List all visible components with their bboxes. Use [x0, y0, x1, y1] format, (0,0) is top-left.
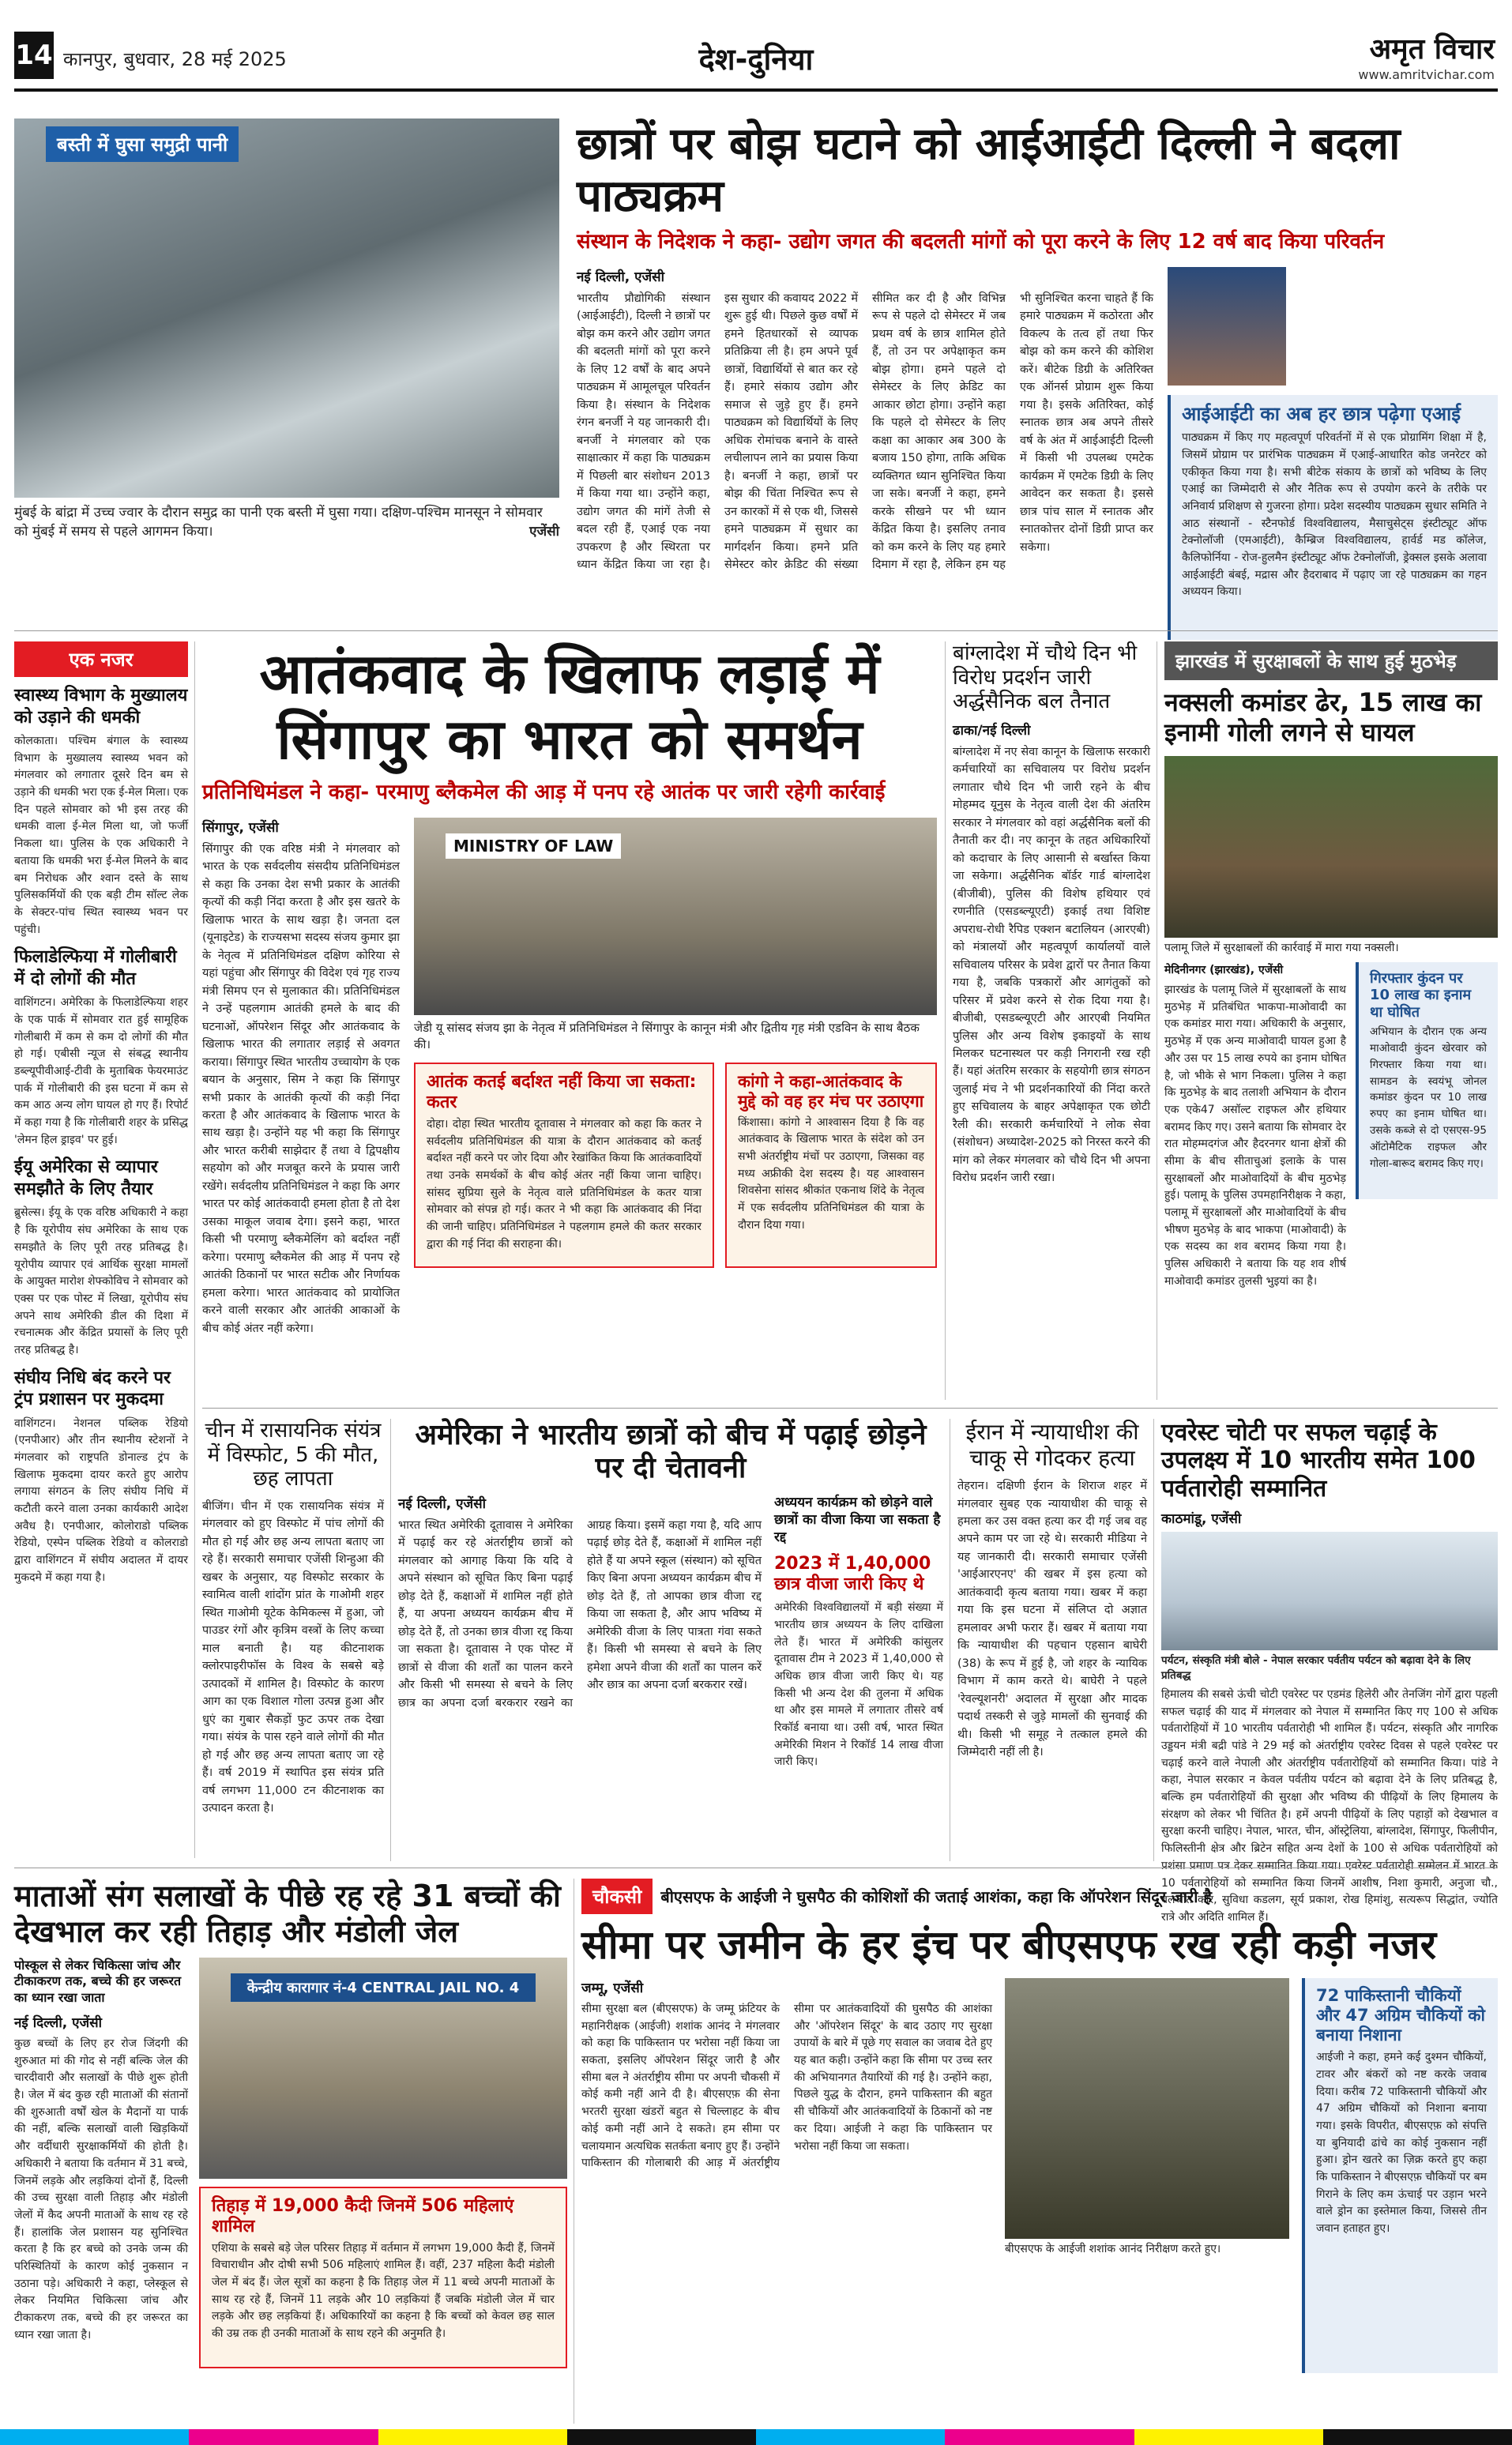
- everest-photo-caption: पर्यटन, संस्कृति मंत्री बोले - नेपाल सरकार पर्वतीय पर्यटन को बढ़ावा देने के लिए प्रतिबद्ध: [1161, 1654, 1471, 1683]
- ek-nazar-item-title: संघीय निधि बंद करने पर ट्रंप प्रशासन पर मुकदमा: [14, 1367, 171, 1410]
- singapore-story: [202, 641, 937, 1416]
- brand-url[interactable]: www.amritvichar.com: [1358, 67, 1495, 82]
- ek-nazar-item-body: कोलकाता। पश्चिम बंगाल के स्वास्थ्य विभाग के मुख्यालय स्वास्थ्य भवन को मंगलवार को लगातार दूसरे दिन बम से उड़ाने की धमकी भरा एक ई-मेल मिला। एक दिन पहले सोमवार को भी इस तरह की धमकी वाला ई-मेल मिला था, जो फर्जी निकला था। पुलिस के एक अधिकारी ने बताया कि धमकी भरा ई-मेल मिलने के बाद बम निरोधक और श्वान दस्ते के साथ पुलिसकर्मियों की एक बड़ी टीम सॉल्ट लेक के सेक्टर-पांच स्थित स्वास्थ्य भवन पर पहुंची।: [14, 735, 188, 936]
- tihar-story: [14, 1879, 567, 2424]
- sea-water-photo-block: [14, 118, 559, 561]
- congo-box: [725, 1063, 937, 1268]
- central-jail-sign: केन्द्रीय कारागार नं-4 CENTRAL JAIL NO. 4: [231, 1973, 536, 2002]
- iit-story: [577, 118, 1498, 624]
- qatar-box: [414, 1063, 714, 1268]
- singapore-delegation-photo: [414, 818, 937, 1015]
- congo-box-body: किंशासा। कांगो ने आश्वासन दिया है कि वह आतंकवाद के खिलाफ भारत के संदेश को उन सभी अंतर्राष्ट्रीय मंचों पर उठाएगा, जिसका वह मध्य अफ्रीकी देश सदस्य है। यह आश्वासन शिवसेना सांसद श्रीकांत एकनाथ शिंदे के नेतृत्व में एक सर्वदलीय प्रतिनिधिमंडल की यात्रा के दौरान दिया गया।: [738, 1115, 924, 1232]
- tihar-box-title: तिहाड़ में 19,000 कैदी जिनमें 506 महिलाएं शामिल: [212, 2195, 514, 2236]
- brand: [1358, 28, 1495, 82]
- photo-caption: मुंबई के बांद्रा में उच्च ज्वार के दौरान समुद्र का पानी एक बस्ती में घुसा गया। दक्षिण-पश्चिम मानसून ने सोमवार को मुंबई में समय से पहले आगमन किया। एजेंसी: [14, 504, 559, 542]
- iit-sidebar-title: आईआईटी का अब हर छात्र पढ़ेगा एआई: [1182, 402, 1461, 425]
- bangladesh-byline: ढाका/नई दिल्ली: [953, 723, 1031, 739]
- ministry-of-law-sign: MINISTRY OF LAW: [446, 833, 621, 859]
- singapore-headline: आतंकवाद के खिलाफ लड़ाई में सिंगापुर का भारत को समर्थन: [259, 641, 880, 772]
- qatar-box-body: दोहा। दोहा स्थित भारतीय दूतावास ने मंगलवार को कहा कि कतर ने सर्वदलीय प्रतिनिधिमंडल की यात्रा के दौरान आतंकवाद को कतई बर्दाश्त नहीं करने पर जोर दिया और रेखांकित किया कि आतंकवादियों तथा उनके समर्थकों के बीच कोई अंतर नहीं किया जाना चाहिए। सांसद सुप्रिया सुले के नेतृत्व वाले प्रतिनिधिमंडल के कतर यात्रा सोमवार को संपन्न हो गई। कतर ने भी कहा कि आतंकवाद की निंदा की जानी चाहिए। प्रतिनिधिमंडल ने पहलगाम हमले की कतर सरकार द्वारा की गई निंदा की सराहना की।: [427, 1117, 701, 1251]
- everest-story: [1161, 1419, 1498, 1924]
- ek-nazar-item-title: स्वास्थ्य विभाग के मुख्यालय को उड़ाने की धमकी: [14, 686, 188, 728]
- everest-body: हिमालय की सबसे ऊंची चोटी एवरेस्ट पर एडमंड हिलेरी और तेनजिंग नोर्गे द्वारा पहली सफल चढ़ाई की याद में मंगलवार को नेपाल में सम्मानित किए गए 100 से अधिक पर्वतारोहियों में 10 भारतीय पर्वतारोही भी शामिल हैं। पर्यटन, संस्कृति और नागरिक उड्डयन मंत्री बद्री पांडे ने 29 मई को अंतर्राष्ट्रीय एवरेस्ट दिवस से पहले एवरेस्ट पर चढ़ाई करने वाले नेपाली और अंतर्राष्ट्रीय पर्वतारोहियों को सम्मानित किया। पांडे ने कहा, नेपाल सरकार न केवल पर्वतीय पर्यटन को बढ़ावा देने के लिए प्रतिबद्ध है, बल्कि हम पर्वतारोहियों की सुरक्षा और भविष्य की पीढ़ियों के लिए हिमालय के संरक्षण को लेकर भी चिंतित है। हमें अपनी पीढ़ियों के लिए पहाड़ों को देखभाल व सुरक्षा करनी चाहिए। नेपाल, भारत, चीन, ऑस्ट्रेलिया, बांग्लादेश, सिंगापुर, फिलीपीन, फिलिस्तीनी क्षेत्र और ब्रिटेन सहित अन्य देशों के 100 से अधिक पर्वतारोहियों को प्रशंसा प्रमाण पत्र देकर सम्मानित किया गया। एवरेस्ट पर्वतारोही सम्मेलन में भारत के 10 पर्वतारोहियों को सम्मानित किया जिनमें आशीष, निशा कुमारी, अनुजा चौ., बलजीत कौर, सुविधा कडलग, सूर्य प्रकाश, रोख हिमांशु, सत्यरूप सिद्धांत, ज्योति रात्रे और अदिति शामिल हैं।: [1161, 1687, 1498, 1924]
- singapore-dek: प्रतिनिधिमंडल ने कहा- परमाणु ब्लैकमेल की आड़ में पनप रहे आतंक पर जारी रहेगी कार्रवाई: [202, 781, 886, 805]
- usa-byline: नई दिल्ली, एजेंसी: [398, 1495, 487, 1512]
- ek-nazar-item-body: वाशिंगटन। अमेरिका के फिलाडेल्फिया शहर के एक पार्क में सोमवार रात हुई सामूहिक गोलीबारी में कम से कम दो लोगों की मौत हो गई। एबीसी न्यूज से संबद्ध स्थानीय डब्ल्यूपीवीआई-टीवी के मुताबिक फेयरमाउंट पार्क में गोलीबारी की इस घटना में कम से कम आठ अन्य लोग घायल हो गए हैं। रिपोर्ट में कहा गया है कि गोलीबारी शहर के प्रसिद्ध 'लेमन हिल ड्राइव' पर हुई।: [14, 996, 188, 1146]
- usa-story: [398, 1419, 943, 1861]
- jharkhand-byline: मेदिनीनगर (झारखंड), एजेंसी: [1164, 964, 1284, 977]
- bsf-kicker: चौकसी: [581, 1879, 653, 1914]
- pak-posts-box-body: आईजी ने कहा, हमने कई दुश्मन चौकियों, टावर और बंकरों को नष्ट करके जवाब दिया। करीब 72 पाकिस्तानी चौकियों और 47 अग्रिम चौकियों को निशाना बनाया गया। इसके विपरीत, बीएसएफ़ को संपत्ति या बुनियादी ढांचे का कोई नुकसान नहीं हुआ। ड्रोन खतरे का ज़िक्र करते हुए कहा कि पाकिस्तान ने बीएसएफ़ चौकियों पर बम गिराने के लिए कम ऊंचाई पर उड़ान भरने वाले ड्रोन का इस्तेमाल किया, जिससे तीन जवान हताहत हुए।: [1316, 2051, 1487, 2236]
- page-number: 14: [14, 32, 54, 79]
- tihar-headline: माताओं संग सलाखों के पीछे रह रहे 31 बच्चों की देखभाल कर रही तिहाड़ और मंडोली जेल: [14, 1879, 561, 1949]
- ek-nazar-item-body: ब्रुसेल्स। ईयू के एक वरिष्ठ अधिकारी ने कहा है कि यूरोपीय संघ अमेरिका के साथ एक समझौते के लिए पूरी तरह प्रतिबद्ध है। यूरोपीय व्यापार एवं आर्थिक सुरक्षा मामलों के आयुक्त मारोश शेफ्कोविच ने सोमवार को एक्स पर एक पोस्ट में लिखा, यूरोपीय संघ अपने साथ अमेरिकी डील की दिशा में रचनात्मक और केंद्रित प्रयासों के लिए पूरी तरह प्रतिबद्ध है।: [14, 1206, 188, 1356]
- ek-nazar-kicker: एक नजर: [14, 641, 188, 677]
- bsf-byline: जम्मू, एजेंसी: [581, 1980, 644, 1996]
- bangladesh-headline: बांग्लादेश में चौथे दिन भी विरोध प्रदर्शन जारी अर्द्धसैनिक बल तैनात: [953, 641, 1138, 714]
- usa-body: भारत स्थित अमेरिकी दूतावास ने अमेरिका में पढ़ाई कर रहे अंतर्राष्ट्रीय छात्रों को मंगलवार को आगाह किया कि यदि वे अपने संस्थान को सूचित किए बिना पढ़ाई छोड़ देते हैं, कक्षाओं में शामिल नहीं होते हैं, या अपना अध्ययन कार्यक्रम बीच में छोड़ देते हैं, तो उनका छात्र वीजा रद्द किया जा सकता है। दूतावास ने एक पोस्ट में छात्रों से वीजा की शर्तों का पालन करने और किसी भी समस्या से बचने के लिए छात्र का अपना दर्जा बरकरार रखने का आग्रह किया। इसमें कहा गया है, यदि आप पढ़ाई छोड़ देते हैं, कक्षाओं में शामिल नहीं होते हैं या अपने स्कूल (संस्थान) को सूचित किए बिना अपना अध्ययन कार्यक्रम बीच में छोड़ देते हैं, तो आपका छात्र वीजा रद्द किया जा सकता है, और आप भविष्य में अमेरिकी वीजा के लिए पात्रता गंवा सकते हैं। किसी भी समस्या से बचने के लिए हमेशा अपने वीजा की शर्तों का पालन करें और छात्र का अपना दर्जा बरकरार रखें।: [398, 1518, 762, 1710]
- everest-headline: एवरेस्ट चोटी पर सफल चढ़ाई के उपलक्ष्य में 10 भारतीय समेत 100 पर्वतारोही सम्मानित: [1161, 1419, 1476, 1503]
- print-registration-strip: [0, 2429, 1512, 2445]
- bsf-kicker-text: बीएसएफ के आईजी ने घुसपैठ की कोशिशों की जताई आशंका, कहा कि ऑपरेशन सिंदूर जारी है: [660, 1887, 1212, 1906]
- tihar-body: कुछ बच्चों के लिए हर रोज जिंदगी की शुरुआत मां की गोद से नहीं बल्कि जेल की चारदीवारी और सलाखों के पीछे शुरू होती है। जेल में बंद कुछ रही माताओं की संतानों की शुरुआती वर्षों खेल के मैदानों या पार्क की नहीं, बल्कि सलाखों वाली खिड़कियों और वर्दीधारी सुरक्षाकर्मियों की होती है। अधिकारी ने बताया कि वर्तमान में 31 बच्चे, जिनमें लड़के और लड़कियां दोनों हैं, दिल्ली की उच्च सुरक्षा वाली तिहाड़ और मंडोली जेलों में कैद अपनी माताओं के साथ रह रहे हैं। हालांकि जेल प्रशासन यह सुनिश्चित करता है कि हर बच्चे को उनके जन्म की परिस्थितियों के कारण कोई नुकसान न उठाना पड़े। अधिकारी ने कहा, प्लेस्कूल से लेकर नियमित चिकित्सा जांच और टीकाकरण तक, बच्चे की हर जरूरत का ध्यान रखा जाता है।: [14, 2037, 188, 2342]
- qatar-box-title: आतंक कतई बर्दाश्त नहीं किया जा सकता: कतर: [427, 1071, 697, 1112]
- jharkhand-headline: नक्सली कमांडर ढेर, 15 लाख का इनामी गोली लगने से घायल: [1164, 687, 1482, 747]
- kundan-box: [1356, 962, 1498, 1199]
- singapore-byline: सिंगापुर, एजेंसी: [202, 819, 279, 836]
- tihar-byline: नई दिल्ली, एजेंसी: [14, 2015, 103, 2032]
- iit-sidebar-body: पाठ्यक्रम में किए गए महत्वपूर्ण परिवर्तनों में से एक प्रोग्रामिंग शिक्षा में है, जिसमें प्रोग्राम पर प्रारंभिक पाठ्यक्रम में एआई-आधारित कोड जनरेटर को एकीकृत किया गया है। सभी बीटेक संकाय के छात्रों को भविष्य के लिए एआई का जिम्मेदारी से और नैतिक रूप से उपयोग करने के तरीके पर अनिवार्य प्रशिक्षण से गुजरना होगा। प्रदेश सदस्यीय पाठ्यक्रम सुधार समिति ने आठ संस्थानों - स्टैनफोर्ड विश्वविद्यालय, मैसाचुसेट्स इंस्टीट्यूट ऑफ टेक्नोलॉजी (एमआईटी), कैम्ब्रिज विश्वविद्यालय, हार्वर्ड मड कॉलेज, कैलिफोर्निया - रोज-हुलमैन इंस्टीट्यूट ऑफ टेक्नोलॉजी, ड्रेक्सल इसके अलावा आईआईटी बंबई, मद्रास और हैदराबाद में पढ़ाए जा रहे पाठ्यक्रम का गहन अध्ययन किया।: [1182, 431, 1487, 599]
- everest-byline: काठमांडू, एजेंसी: [1161, 1511, 1242, 1528]
- bsf-story: [581, 1879, 1498, 2424]
- tihar-side-note: पोस्कूल से लेकर चिकित्सा जांच और टीकाकरण तक, बच्चे की हर जरूरत का ध्यान रखा जाता: [14, 1957, 182, 2006]
- bsf-photo-caption: बीएसएफ के आईजी शशांक आनंद निरीक्षण करते हुए।: [1005, 2243, 1221, 2255]
- china-body: बीजिंग। चीन में एक रासायनिक संयंत्र में मंगलवार को हुए विस्फोट में पांच लोगों की मौत हो गई और छह अन्य लापता बताए जा रहे हैं। सरकारी समाचार एजेंसी शिन्हुआ की खबर के अनुसार, यह विस्फोट सरकार के स्वामित्व वाली शांदोंग प्रांत के गाओमी शहर स्थित गाओमी यूटेक केमिकल्स में हुआ, जो पाउडर रंगों और कृत्रिम वस्त्रों के लिए कच्चा माल बनाती है। यह कीटनाशक क्लोरपाइरीफॉस के विश्व के सबसे बड़े उत्पादकों में शामिल है। विस्फोट के कारण आग का एक विशाल गोला उत्पन्न हुआ और धुएं का गुबार सैकड़ों फुट ऊपर तक देखा गया। संयंत्र के पास रहने वाले लोगों की मौत हो गई और छह अन्य लापता बताए जा रहे हैं। वर्ष 2019 में स्थापित इस संयंत्र प्रति वर्ष लगभग 11,000 टन कीटनाशक का उत्पादन करता है।: [202, 1500, 384, 1815]
- ek-nazar-item-title: फिलाडेल्फिया में गोलीबारी में दो लोगों की मौत: [14, 947, 177, 989]
- jharkhand-photo: [1164, 756, 1498, 938]
- jharkhand-photo-caption: पलामू जिले में सुरक्षाबलों की कार्रवाई में मारा गया नक्सली।: [1164, 941, 1399, 954]
- bangladesh-story: [953, 641, 1150, 1400]
- ek-nazar-item-body: वाशिंगटन। नेशनल पब्लिक रेडियो (एनपीआर) और तीन स्थानीय स्टेशनों ने मंगलवार को राष्ट्रपति डोनाल्ड ट्रंप के खिलाफ मुकदमा दायर करते हुए आरोप लगाया संगठन के लिए संघीय निधि में कटौती करने वाला उनका कार्यकारी आदेश अवैध है। एनपीआर, कोलोराडो पब्लिक रेडियो, एस्पेन पब्लिक रेडियो व कोलराडो द्वारा वाशिंगटन में संघीय अदालत में दायर मुकदमे में कहा गया है।: [14, 1416, 188, 1584]
- singapore-photo-caption: जेडी यू सांसद संजय झा के नेतृत्व में प्रतिनिधिमंडल ने सिंगापुर के कानून मंत्री और द्वितीय गृह मंत्री एडविन के साथ बैठक की।: [414, 1020, 920, 1051]
- iran-story: [957, 1419, 1147, 1861]
- china-headline: चीन में रासायनिक संयंत्र में विस्फोट, 5 की मौत, छह लापता: [205, 1419, 382, 1491]
- tihar-jail-photo: [199, 1958, 567, 2179]
- iit-body: भारतीय प्रौद्योगिकी संस्थान (आईआईटी), दिल्ली ने छात्रों पर बोझ कम करने और उद्योग जगत की बदलती मांगों को पूरा करने के लिए 12 वर्षों के बाद अपने पाठ्यक्रम में आमूलचूल परिवर्तन किया है। संस्थान के निदेशक रंगन बनर्जी ने यह जानकारी दी। बनर्जी ने मंगलवार को एक साक्षात्कार में कहा कि पाठ्यक्रम में पिछली बार संशोधन 2013 में किया गया था। उन्होंने कहा, उद्योग जगत की मांगें तेजी से बदल रही हैं, एआई एक नया उपकरण है और स्थिरता पर ध्यान केंद्रित किया जा रहा है। इस सुधार की कवायद 2022 में शुरू हुई थी। पिछले कुछ वर्षों में हमने हितधारकों से व्यापक प्रतिक्रिया ली है। हम अपने पूर्व छात्रों, विद्यार्थियों से बात कर रहे हैं। हमारे संकाय उद्योग और समाज से जुड़े हुए हैं। हमने पाठ्यक्रम को विद्यार्थियों के लिए अधिक रोमांचक बनाने के वास्ते लचीलापन लाने का प्रयास किया है। बनर्जी ने कहा, छात्रों पर बोझ की चिंता निश्चित रूप से उन कारकों में से एक थी, जिससे हमने पाठ्यक्रम में सुधार का मार्गदर्शन किया। हमने प्रति सेमेस्टर कोर क्रेडिट की संख्या सीमित कर दी है और विभिन्न रूप से पहले दो सेमेस्टर में जब प्रथम वर्ष के छात्र शामिल होते हैं, तो उन पर अपेक्षाकृत कम बोझ होगा। हमने पहले दो सेमेस्टर के लिए क्रेडिट का आकार छोटा होगा। उन्होंने कहा कि पहले दो सेमेस्टर के लिए कक्षा का आकार अब 300 के बजाय 150 होगा, ताकि अधिक व्यक्तिगत ध्यान सुनिश्चित किया जा सके। बनर्जी ने कहा, हमने करके सीखने पर भी ध्यान केंद्रित किया है। इसलिए तनाव को कम करने के लिए यह हमारे दिमाग में रहा है, लेकिन हम यह भी सुनिश्चित करना चाहते हैं कि हमारे पाठ्यक्रम में कठोरता और विकल्प के तत्व हों तथा फिर बोझ को कम करने की कोशिश करें। बीटेक डिग्री के अतिरिक्त एक ऑनर्स प्रोग्राम शुरू किया गया है। इसके अतिरिक्त, कोई स्नातक छात्र अब अपने तीसरे वर्ष के अंत में आईआईटी दिल्ली में किसी भी उपलब्ध एमटेक कार्यक्रम में एमटेक डिग्री के लिए आवेदन कर सकता है। इससे छात्र पांच साल में स्नातक और स्नातकोत्तर दोनों डिग्री प्राप्त कर सकेगा।: [577, 292, 1153, 571]
- tihar-box-body: एशिया के सबसे बड़े जेल परिसर तिहाड़ में वर्तमान में लगभग 19,000 कैदी हैं, जिनमें विचाराधीन और दोषी सभी 506 महिलाएं शामिल हैं। वहीं, 237 महिला कैदी मंडोली जेल में बंद हैं। जेल सूत्रों का कहना है कि तिहाड़ जेल में 11 बच्चे अपनी माताओं के साथ रह रहे हैं, जिनमें 11 लड़के और 10 लड़कियां हैं जबकि मंडोली जेल में चार लड़के और छह लड़कियां हैं। अधिकारियों का कहना है कि बच्चों को केवल छह साल की उम्र तक ही उनकी माताओं के साथ रहने की अनुमति है।: [212, 2241, 555, 2340]
- section-title: देश-दुनिया: [698, 42, 814, 77]
- bsf-body: सीमा सुरक्षा बल (बीएसएफ) के जम्मू फ्रंटियर के महानिरीक्षक (आईजी) शशांक आनंद ने मंगलवार को कहा कि पाकिस्तान पर भरोसा नहीं किया जा सकता, इसलिए ऑपरेशन सिंदूर जारी है और सीमा बल ने अंतर्राष्ट्रीय सीमा पर अपनी चौकसी में कोई कमी नहीं आने दी है। बीएसएफ़ की सेना भरतरी सुरक्षा खंडरों बहुत से चिल्लाहट के बीच कोई कमी नहीं आने दे सकते। हम सीमा पर चलायमान अत्यधिक सतर्कता बनाए हुए हैं। उन्होंने पाकिस्तान की गोलाबारी की आड़ में अंतर्राष्ट्रीय सीमा पर आतंकवादियों की घुसपैठ की आशंका और 'ऑपरेशन सिंदूर' के बाद उठाए गए सुरक्षा उपायों के बारे में पूछे गए सवाल का जवाब देते हुए यह बात कही। उन्होंने कहा कि सीमा पर उच्च स्तर की अभियानगत तैयारियों की गई है। उन्होंने कहा, पिछले युद्ध के दौरान, हमने पाकिस्तान की बहुत सी चौकियों और आतंकवादियों के ठिकानों को नष्ट कर दिया। आईजी ने कहा कि पाकिस्तान पर भरोसा नहीं किया जा सकता।: [581, 2003, 992, 2170]
- usa-side-note: अध्ययन कार्यक्रम को छोड़ने वाले छात्रों का वीजा किया जा सकता है रद्द: [774, 1494, 941, 1546]
- iit-director-photo: [1168, 267, 1286, 386]
- congo-box-title: कांगो ने कहा-आतंकवाद के मुद्दे को वह हर मंच पर उठाएगा: [738, 1071, 924, 1111]
- ek-nazar-item-title: ईयू अमेरिका से व्यापार समझौते के लिए तैयार: [14, 1157, 158, 1199]
- masthead-rule: [14, 88, 1498, 92]
- kundan-box-title: गिरफ्तार कुंदन पर 10 लाख का इनाम था घोषित: [1370, 970, 1472, 1021]
- pak-posts-box-title: 72 पाकिस्तानी चौकियों और 47 अग्रिम चौकियों को बनाया निशाना: [1316, 1986, 1485, 2044]
- bsf-photo: [1005, 1978, 1289, 2239]
- ek-nazar-item: [14, 1157, 188, 1359]
- everest-photo: [1161, 1532, 1498, 1650]
- photo-credit: एजेंसी: [529, 523, 559, 540]
- bangladesh-body: बांग्लादेश में नए सेवा कानून के खिलाफ सरकारी कर्मचारियों का सचिवालय पर विरोध प्रदर्शन लगातार चौथे दिन भी जारी रहने के बीच मोहम्मद यूनुस के नेतृत्व वाली देश की अंतरिम सरकार ने मंगलवार को वहां अर्द्धसैनिक बलों की तैनाती कर दी। नए कानून के तहत अधिकारियों को कदाचार के लिए आसानी से बर्खास्त किया जा सकेगा। अर्द्धसैनिक बॉर्डर गार्ड बांग्लादेश (बीजीबी), पुलिस की विशेष हथियार एवं रणनीति (एसडब्ल्यूएटी) इकाई तथा विशिष्ट अपराध-रोधी रैपिड एक्शन बटालियन (आरएबी) को मंत्रालयों और महत्वपूर्ण कार्यालयों वाले सचिवालय परिसर के प्रवेश द्वारों पर तैनात किया गया है, जबकि पत्रकारों और आगंतुकों को परिसर में प्रवेश करने से रोक दिया गया है। बीजीबी, एसडब्ल्यूएटी और आरएबी नियमित पुलिस और अन्य विशेष इकाइयों के साथ मिलकर घटनास्थल पर कड़ी निगरानी रख रही हैं। यहां अंतरिम सरकार के सहयोगी छात्र संगठन जुलाई मंच ने भी प्रदर्शनकारियों की निंदा करते हुए सचिवालय के बाहर अपेक्षाकृत एक छोटी रैली की। सरकारी कर्मचारियों ने लोक सेवा (संशोधन) अध्यादेश-2025 को निरस्त करने की मांग को लेकर मंगलवार को चौथे दिन भी अपना विरोध प्रदर्शन जारी रखा।: [953, 746, 1150, 1185]
- ek-nazar-item: [14, 685, 188, 939]
- ek-nazar-item: [14, 1367, 188, 1587]
- photo-kicker: बस्ती में घुसा समुद्री पानी: [46, 126, 239, 162]
- ek-nazar-column: [14, 641, 188, 1858]
- jharkhand-kicker: झारखंड में सुरक्षाबलों के साथ हुई मुठभेड़: [1164, 641, 1498, 680]
- dateline: कानपुर, बुधवार, 28 मई 2025: [63, 48, 287, 70]
- bsf-headline: सीमा पर जमीन के हर इंच पर बीएसएफ रख रही कड़ी नजर: [581, 1922, 1437, 1968]
- china-story: [202, 1419, 384, 1861]
- iit-byline: नई दिल्ली, एजेंसी: [577, 269, 665, 285]
- iran-body: तेहरान। दक्षिणी ईरान के शिराज शहर में मंगलवार सुबह एक न्यायाधीश की चाकू से हमला कर उस वक्त हत्या कर दी गई जब वह अपने काम पर जा रहे थे। सरकारी मीडिया ने यह जानकारी दी। सरकारी समाचार एजेंसी 'आईआरएनए' की खबर में इस हत्या को आतंकवादी कृत्य बताया गया। खबर में कहा गया कि इस घटना में संलिप्त दो अज्ञात हमलावर अभी फरार हैं। खबर में बताया गया कि न्यायाधीश की पहचान एहसान बाघेरी (38) के रूप में हुई है, जो शहर के न्यायिक विभाग में काम करते थे। बाघेरी ने पहले 'रेवल्यूशनरी' अदालत में सुरक्षा और मादक पदार्थ तस्करी से जुड़े मामलों की सुनवाई की थी। किसी भी समूह ने तत्काल हमले की जिम्मेदारी नहीं ली है।: [957, 1480, 1147, 1759]
- brand-name: अमृत विचार: [1369, 33, 1495, 66]
- ek-nazar-item: [14, 946, 188, 1149]
- jharkhand-story: [1164, 641, 1498, 1400]
- jharkhand-body: झारखंड के पलामू जिले में सुरक्षाबलों के साथ मुठभेड़ में प्रतिबंधित भाकपा-माओवादी का एक कमांडर मारा गया। अधिकारी के अनुसार, मुठभेड़ में एक अन्य माओवादी घायल हुआ है और उस पर 15 लाख रुपये का इनाम घोषित है, जो भीके से भाग निकला। पुलिस ने कहा कि मुठभेड़ के बाद तलाशी अभियान के दौरान एक एके47 असॉल्ट राइफल और हथियार बरामद किए गए। उसने बताया कि सोमवार देर रात मोहम्मदगंज और हैदरनगर थाना क्षेत्रों की सीमा के बीच सीताचुआं इलाके के पास सुरक्षाबलों और माओवादियों के बीच मुठभेड़ हुई। पलामू के पुलिस उपमहानिरीक्षक ने कहा, पलामू में सुरक्षाबलों और माओवादियों के बीच भीषण मुठभेड़ के बाद भाकपा (माओवादी) के एक सदस्य का शव बरामद किया गया है। पुलिस अधिकारी ने बताया कि यह शव शीर्ष माओवादी कमांडर तुलसी भुइयां का है।: [1164, 984, 1346, 1288]
- singapore-body: सिंगापुर की एक वरिष्ठ मंत्री ने मंगलवार को भारत के एक सर्वदलीय संसदीय प्रतिनिधिमंडल से कहा कि उनका देश सभी प्रकार के आतंकी कृत्यों की कड़ी निंदा करता है और इस खतरे के खिलाफ भारत के साथ खड़ा है। जनता दल (यूनाइटेड) के राज्यसभा सदस्य संजय कुमार झा के नेतृत्व में प्रतिनिधिमंडल दक्षिण कोरिया से यहां पहुंचा और सिंगापुर की विदेश एवं गृह राज्य मंत्री सिमप एन से मुलाकात की। प्रतिनिधिमंडल ने उन्हें पहलगाम आतंकी हमले के बाद की घटनाओं, ऑपरेशन सिंदूर और आतंकवाद के खिलाफ भारत की लगातार लड़ाई से अवगत कराया। सिंगापुर स्थित भारतीय उच्चायोग के एक बयान के अनुसार, सिम ने कहा कि सिंगापुर सभी प्रकार के आतंकी कृत्यों की कड़ी निंदा करता है और आतंकवाद के खिलाफ भारत के साथ खड़ा है। उन्होंने यह भी कहा कि सिंगापुर और भारत करीबी साझेदार हैं तथा वे द्विपक्षीय सहयोग को और मजबूत करने के प्रयास जारी रखेंगे। सर्वदलीय प्रतिनिधिमंडल ने कहा कि अगर भारत पर कोई आतंकवादी हमला होता है तो देश उसका माकूल जवाब देगा। इसने कहा, भारत किसी भी परमाणु ब्लैकमेलिंग को बर्दाश्त नहीं करेगा। परमाणु ब्लैकमेल की आड़ में पनप रहे आतंकी ठिकानों पर भारत सटीक और निर्णायक हमला करेगा। भारत आतंकवाद को प्रायोजित करने वाली सरकार और आतंकी आकाओं के बीच कोई अंतर नहीं करेगा।: [202, 842, 400, 1335]
- iran-headline: ईरान में न्यायाधीश की चाकू से गोदकर हत्या: [965, 1419, 1139, 1472]
- sea-water-photo: [14, 118, 559, 498]
- kundan-box-body: अभियान के दौरान एक अन्य माओवादी कुंदन खेरवार को गिरफ्तार किया गया था। सामडन के स्वयंभू जोनल कमांडर कुंदन पर 10 लाख रुपए का इनाम घोषित था। उसके कब्जे से दो एसएस-95 ऑटोमैटिक राइफल और गोला-बारूद बरामद किए गए।: [1370, 1025, 1487, 1171]
- usa-side-body: अमेरिकी विश्वविद्यालयों में बड़ी संख्या में भारतीय छात्र अध्ययन के लिए दाखिला लेते हैं। भारत में अमेरिकी कांसुलर दूतावास टीम ने 2023 में 1,40,000 से अधिक छात्र वीजा जारी किए थे। यह किसी भी अन्य देश की तुलना में अधिक था और इस मामले में लगातार तीसरे वर्ष रिकॉर्ड बनाया था। उसी वर्ष, भारत स्थित अमेरिकी मिशन ने रिकॉर्ड 14 लाख वीजा जारी किए।: [774, 1601, 943, 1769]
- iit-headline: छात्रों पर बोझ घटाने को आईआईटी दिल्ली ने बदला पाठ्यक्रम: [577, 118, 1401, 223]
- iit-dek: संस्थान के निदेशक ने कहा- उद्योग जगत की बदलती मांगों को पूरा करने के लिए 12 वर्ष बाद किया परिवर्तन: [577, 230, 1385, 254]
- usa-side-stat: 2023 में 1,40,000 छात्र वीजा जारी किए थे: [774, 1554, 931, 1595]
- iit-ai-sidebar: [1168, 395, 1498, 640]
- pak-posts-box: [1302, 1978, 1498, 2373]
- usa-headline: अमेरिका ने भारतीय छात्रों को बीच में पढ़ाई छोड़ने पर दी चेतावनी: [415, 1419, 927, 1485]
- tihar-box: [199, 2187, 567, 2368]
